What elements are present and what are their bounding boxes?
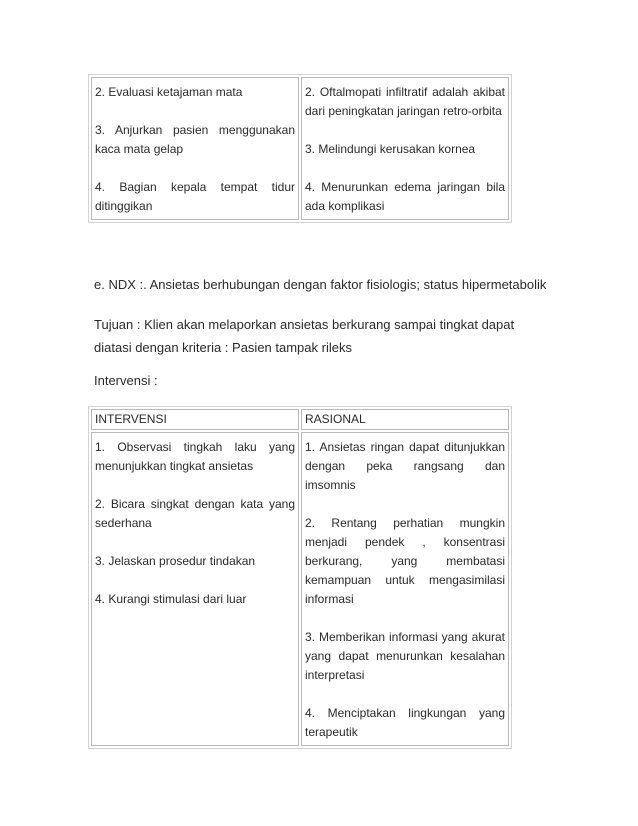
intervensi-table-wrap	[88, 406, 638, 749]
intervensi-cell	[91, 432, 299, 746]
table-header-row	[91, 409, 509, 430]
paragraph: 2. Evaluasi ketajaman mata	[95, 85, 243, 99]
continuation-table-intervensi-cell	[91, 77, 299, 220]
table-row	[91, 432, 509, 746]
intervensi-rasional-table	[88, 406, 512, 749]
paragraph: 2. Rentang perhatian mungkin menjadi pendek , konsentrasi berkurang, yang membatasi kemampuan untuk mengasimilasi informasi	[305, 516, 505, 606]
paragraph: 2. Oftalmopati infiltratif adalah akibat dari peningkatan jaringan retro-orbita	[305, 85, 505, 118]
paragraph: 3. Memberikan informasi yang akurat yang dapat menurunkan kesalahan interpretasi	[305, 630, 505, 682]
paragraph: 4. Kurangi stimulasi dari luar	[95, 592, 247, 606]
tujuan-line: Tujuan : Klien akan melaporkan ansietas berkurang sampai tingkat dapat diatasi dengan kriteria : Pasien tampak rileks	[94, 317, 515, 355]
paragraph: 3. Melindungi kerusakan kornea	[305, 142, 476, 156]
continuation-table	[88, 74, 512, 223]
paragraph: 4. Bagian kepala tempat tidur ditinggikan	[95, 180, 295, 213]
diagnosis-section	[94, 275, 554, 390]
paragraph: 2. Bicara singkat dengan kata yang sederhana	[95, 497, 295, 530]
rasional-cell	[301, 432, 509, 746]
paragraph: 3. Jelaskan prosedur tindakan	[95, 554, 256, 568]
paragraph: 1. Ansietas ringan dapat ditunjukkan dengan peka rangsang dan imsomnis	[305, 440, 505, 492]
table-row	[91, 77, 509, 220]
continuation-table-rasional-cell	[301, 77, 509, 220]
rasional-column-header: RASIONAL	[301, 409, 509, 430]
paragraph: 3. Anjurkan pasien menggunakan kaca mata gelap	[95, 123, 295, 156]
paragraph: 4. Menciptakan lingkungan yang terapeutik	[305, 706, 505, 739]
paragraph: 1. Observasi tingkah laku yang menunjukkan tingkat ansietas	[95, 440, 295, 473]
intervensi-column-header: INTERVENSI	[91, 409, 299, 430]
intervensi-label: Intervensi :	[94, 373, 158, 388]
paragraph: 4. Menurunkan edema jaringan bila ada komplikasi	[305, 180, 505, 213]
ndx-line: e. NDX :. Ansietas berhubungan dengan faktor fisiologis; status hipermetabolik	[94, 277, 547, 292]
